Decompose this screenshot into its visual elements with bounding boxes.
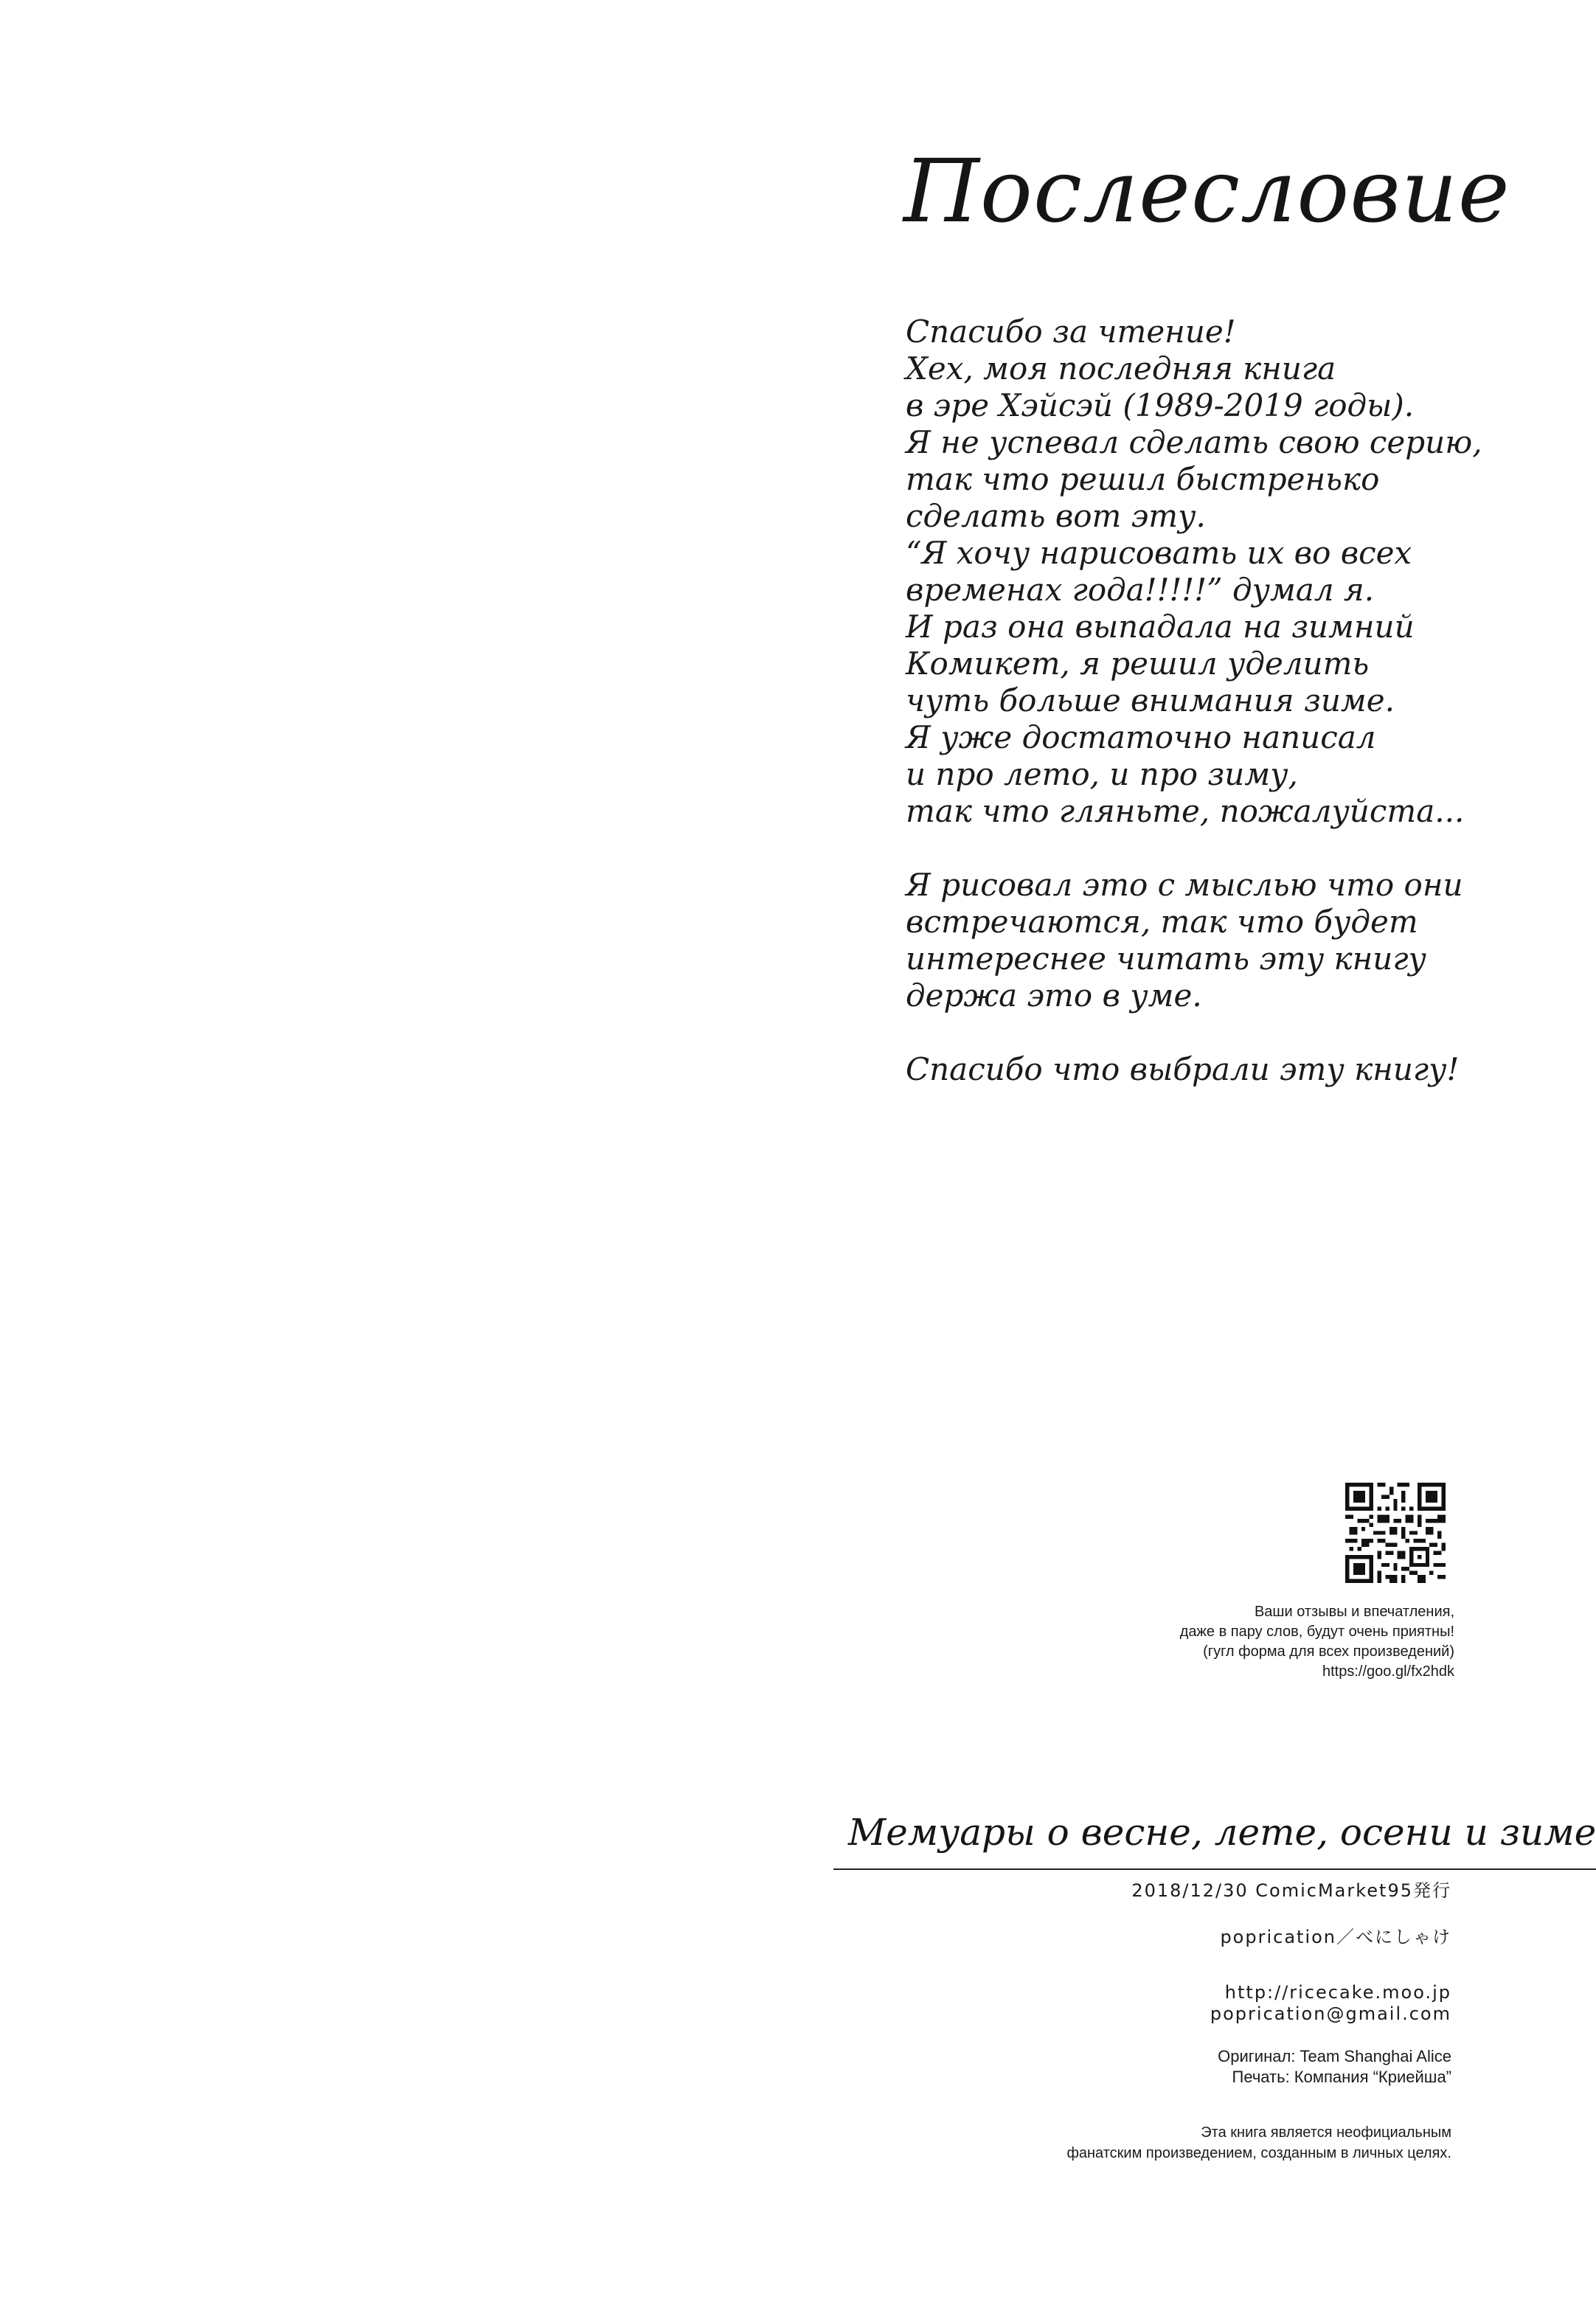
book-title: Мемуары о весне, лете, осени и зиме: [848, 1811, 1596, 1854]
paragraph-1: [906, 314, 1482, 830]
paragraph-2: [906, 867, 1482, 1014]
page-title: Послесловие: [903, 140, 1510, 242]
text-line: Спасибо за чтение!: [906, 314, 1236, 350]
feedback-line: (гугл форма для всех произведений): [1203, 1643, 1454, 1660]
publication-date: 2018/12/30 ComicMarket95発行: [1131, 1880, 1451, 1901]
feedback-line: Ваши отзывы и впечатления,: [1254, 1604, 1454, 1620]
fan-work-notice: [1066, 2122, 1451, 2164]
qr-code-icon: [1345, 1483, 1446, 1583]
text-line: “Я хочу нарисовать их во всех: [906, 535, 1412, 571]
text-line: в эре Хэйсэй (1989-2019 годы).: [906, 387, 1415, 423]
text-line: держа это в уме.: [906, 977, 1202, 1014]
notice-line: Эта книга является неофициальным: [1201, 2124, 1451, 2141]
text-line: Я уже достаточно написал: [906, 719, 1376, 755]
feedback-block: [1180, 1602, 1454, 1682]
paragraph-3: [906, 1051, 1482, 1088]
website-link: http://ricecake.moo.jp: [1224, 1982, 1451, 2003]
original-credit: Оригинал: Team Shanghai Alice: [1218, 2047, 1451, 2065]
text-line: Я не успевал сделать свою серию,: [906, 424, 1482, 460]
text-line: так что гляньте, пожалуйста...: [906, 793, 1465, 829]
text-line: временах года!!!!!” думал я.: [906, 572, 1375, 608]
contact-links: [1210, 1982, 1451, 2025]
printer-credit: Печать: Компания “Криейша”: [1232, 2068, 1451, 2086]
text-line: Хех, моя последняя книга: [906, 350, 1336, 387]
text-line: встречаются, так что будет: [906, 904, 1418, 940]
circle-name: poprication／べにしゃけ: [1220, 1927, 1451, 1947]
text-line: Спасибо что выбрали эту книгу!: [906, 1051, 1460, 1087]
text-line: сделать вот эту.: [906, 498, 1206, 534]
credits: [1218, 2046, 1451, 2088]
text-line: И раз она выпадала на зимний: [906, 609, 1415, 645]
text-line: так что решил быстренько: [906, 461, 1380, 497]
feedback-url: https://goo.gl/fx2hdk: [1322, 1663, 1454, 1680]
text-line: и про лето, и про зиму,: [906, 756, 1298, 792]
text-line: Комикет, я решил уделить: [906, 645, 1370, 682]
text-line: интереснее читать эту книгу: [906, 941, 1426, 977]
divider: [833, 1868, 1596, 1870]
notice-line: фанатским произведением, созданным в личных целях.: [1066, 2145, 1451, 2161]
afterword-text: [906, 314, 1482, 1125]
email-link: poprication@gmail.com: [1210, 2003, 1451, 2024]
text-line: Я рисовал это с мыслью что они: [906, 867, 1463, 903]
text-line: чуть больше внимания зиме.: [906, 682, 1395, 718]
feedback-line: даже в пару слов, будут очень приятны!: [1179, 1624, 1454, 1640]
